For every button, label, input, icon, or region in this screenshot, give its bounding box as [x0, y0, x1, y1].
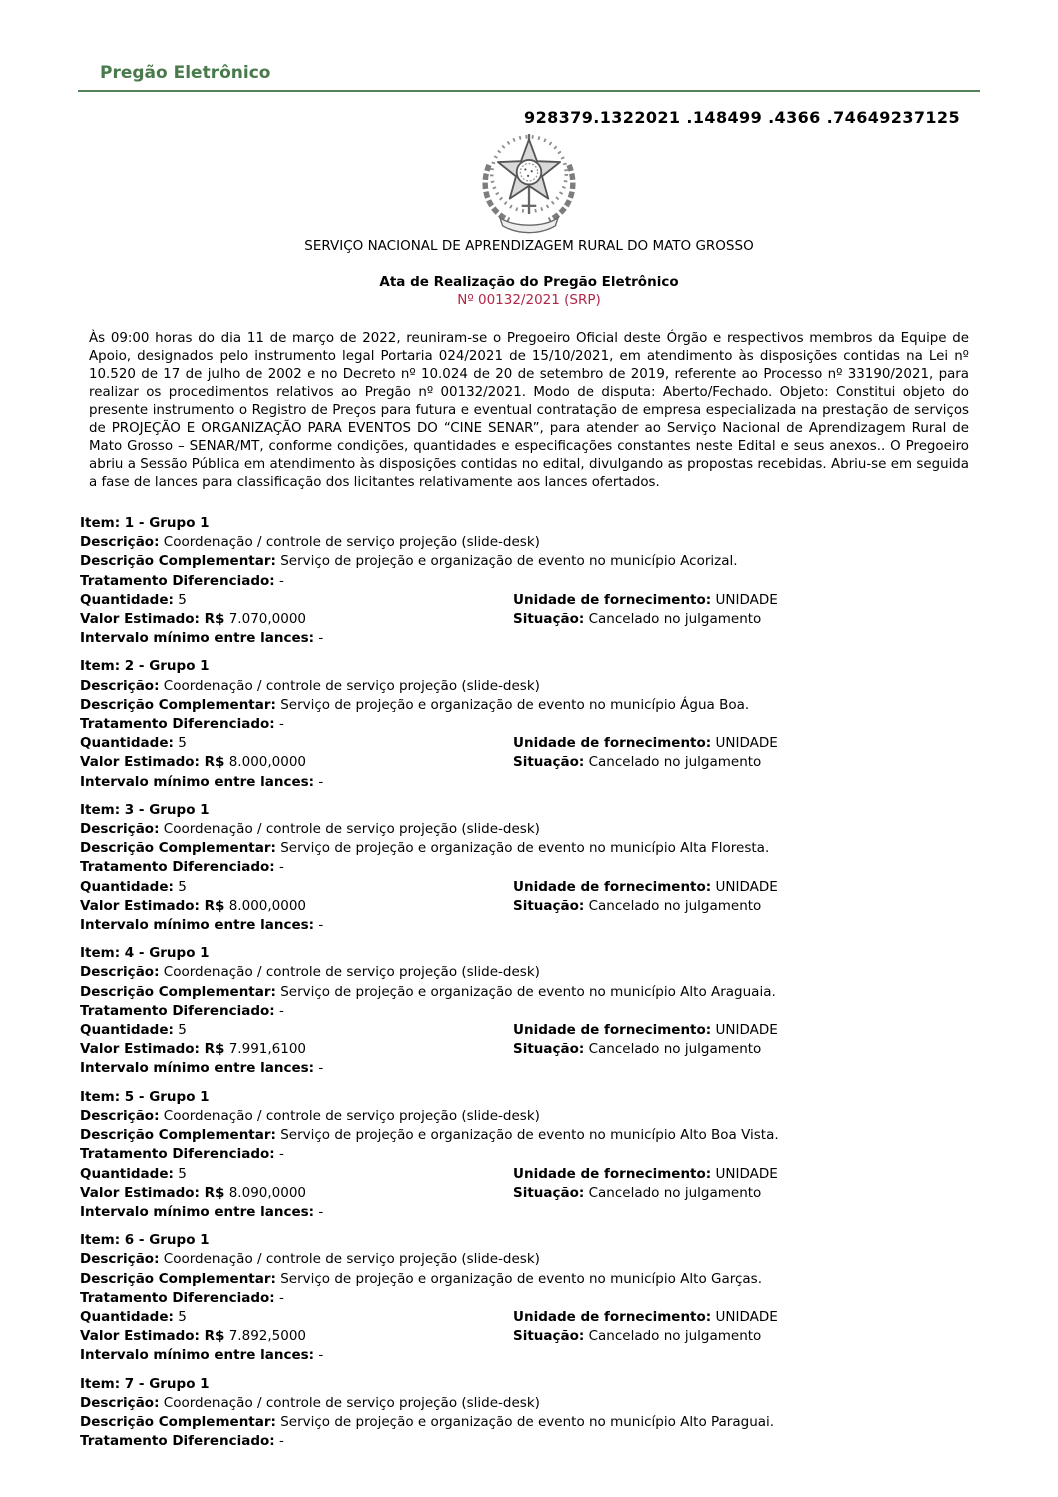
field-label: Situação: — [513, 1041, 585, 1058]
field-label: Quantidade: — [80, 878, 174, 895]
item-unidade — [513, 734, 960, 753]
field-value: Cancelado no julgamento — [588, 611, 762, 628]
field-value: UNIDADE — [715, 735, 778, 752]
field-value: - — [318, 630, 324, 647]
field-label: Descrição Complementar: — [80, 983, 276, 1000]
item-descricao-complementar — [80, 696, 960, 715]
item-title: Item: 4 - Grupo 1 — [80, 945, 210, 962]
item-block — [80, 1088, 960, 1222]
field-label: Descrição Complementar: — [80, 840, 276, 857]
field-label: Situação: — [513, 1328, 585, 1345]
field-label: Intervalo mínimo entre lances: — [80, 1347, 315, 1364]
field-label: Valor Estimado: R$ — [80, 754, 225, 771]
field-value: - — [318, 773, 324, 790]
field-value: 5 — [178, 1022, 187, 1039]
field-value: 7.892,5000 — [228, 1328, 307, 1345]
item-row-quantidade-unidade — [80, 591, 960, 610]
intro-paragraph: Às 09:00 horas do dia 11 de março de 2022, reuniram-se o Pregoeiro Oficial deste Órgão e respectivos membros da Equipe de Apoio, designados pelo instrumento legal Portaria 024/2021 de 15/10/2021, em atendimento às disposições contidas na Lei nº 10.520 de 17 de julho de 2002 e no Decreto nº 10.024 de 20 de setembro de 2019, referente ao Processo nº 33190/2021, para realizar os procedimentos relativos ao Pregão nº 00132/2021. Modo de disputa: Aberto/Fechado. Objeto: Constitui objeto do presente instrumento o Registro de Preços para futura e eventual contratação de empresa especializada na prestação de serviços de PROJEÇÃO E ORGANIZAÇÃO PARA EVENTOS DO “CINE SENAR”, para atender ao Serviço Nacional de Aprendizagem Rural de Mato Grosso – SENAR/MT, conforme condições, quantidades e especificações constantes neste Edital e seus anexos.. O Pregoeiro abriu a Sessão Pública em atendimento às disposições contidas no edital, divulgando as propostas recebidas. Abriu-se em seguida a fase de lances para classificação dos licitantes relativamente aos lances ofertados. — [89, 331, 969, 490]
item-valor — [80, 1040, 513, 1059]
field-label: Tratamento Diferenciado: — [80, 1146, 275, 1163]
field-label: Quantidade: — [80, 591, 174, 608]
item-row-valor-situacao — [80, 610, 960, 629]
field-value: 5 — [178, 1308, 187, 1325]
field-label: Descrição Complementar: — [80, 1270, 276, 1287]
field-label: Descrição: — [80, 1251, 160, 1268]
field-label: Tratamento Diferenciado: — [80, 1289, 275, 1306]
item-tratamento — [80, 715, 960, 734]
item-intervalo — [80, 1059, 960, 1078]
item-title: Item: 3 - Grupo 1 — [80, 801, 210, 818]
item-situacao — [513, 1040, 960, 1059]
field-label: Intervalo mínimo entre lances: — [80, 630, 315, 647]
field-label: Intervalo mínimo entre lances: — [80, 773, 315, 790]
item-situacao — [513, 1184, 960, 1203]
field-value: - — [278, 859, 284, 876]
field-value: - — [318, 1203, 324, 1220]
item-situacao — [513, 1327, 960, 1346]
item-row-quantidade-unidade — [80, 734, 960, 753]
field-label: Quantidade: — [80, 1165, 174, 1182]
field-label: Tratamento Diferenciado: — [80, 1433, 275, 1450]
field-label: Quantidade: — [80, 735, 174, 752]
item-descricao — [80, 820, 960, 839]
field-value: Serviço de projeção e organização de evento no município Alto Garças. — [280, 1270, 762, 1287]
field-value: Serviço de projeção e organização de evento no município Acorizal. — [280, 553, 738, 570]
field-value: - — [318, 917, 324, 934]
field-value: - — [278, 1289, 284, 1306]
field-label: Descrição Complementar: — [80, 1413, 276, 1430]
item-descricao-complementar — [80, 983, 960, 1002]
item-descricao — [80, 1107, 960, 1126]
item-quantidade — [80, 1308, 513, 1327]
field-value: Coordenação / controle de serviço projeção (slide-desk) — [163, 1251, 540, 1268]
field-value: Coordenação / controle de serviço projeção (slide-desk) — [163, 1394, 540, 1411]
field-value: 8.000,0000 — [228, 897, 307, 914]
field-label: Quantidade: — [80, 1308, 174, 1325]
field-label: Unidade de fornecimento: — [513, 1165, 712, 1182]
field-value: Serviço de projeção e organização de evento no município Água Boa. — [280, 696, 750, 713]
item-descricao — [80, 533, 960, 552]
item-title: Item: 6 - Grupo 1 — [80, 1232, 210, 1249]
item-row-valor-situacao — [80, 897, 960, 916]
field-label: Intervalo mínimo entre lances: — [80, 917, 315, 934]
field-value: UNIDADE — [715, 1308, 778, 1325]
field-value: - — [278, 1433, 284, 1450]
field-value: 5 — [178, 735, 187, 752]
field-label: Descrição: — [80, 821, 160, 838]
field-value: Serviço de projeção e organização de evento no município Alto Paraguai. — [280, 1413, 775, 1430]
field-label: Unidade de fornecimento: — [513, 735, 712, 752]
item-descricao — [80, 963, 960, 982]
field-label: Tratamento Diferenciado: — [80, 1002, 275, 1019]
field-label: Descrição Complementar: — [80, 696, 276, 713]
field-value: Serviço de projeção e organização de evento no município Alto Boa Vista. — [280, 1127, 779, 1144]
item-descricao-complementar — [80, 1126, 960, 1145]
field-value: UNIDADE — [715, 1165, 778, 1182]
field-label: Situação: — [513, 754, 585, 771]
field-label: Intervalo mínimo entre lances: — [80, 1060, 315, 1077]
field-label: Situação: — [513, 897, 585, 914]
organization-name: SERVIÇO NACIONAL DE APRENDIZAGEM RURAL DO MATO GROSSO — [304, 238, 754, 254]
field-label: Descrição: — [80, 677, 160, 694]
item-descricao-complementar — [80, 1270, 960, 1289]
item-quantidade — [80, 1165, 513, 1184]
field-value: - — [278, 572, 284, 589]
field-label: Valor Estimado: R$ — [80, 1328, 225, 1345]
field-value: Coordenação / controle de serviço projeção (slide-desk) — [163, 677, 540, 694]
item-quantidade — [80, 591, 513, 610]
field-value: - — [318, 1347, 324, 1364]
field-label: Situação: — [513, 1184, 585, 1201]
item-unidade — [513, 1165, 960, 1184]
page-title: Pregão Eletrônico — [100, 63, 271, 83]
field-label: Quantidade: — [80, 1022, 174, 1039]
item-row-quantidade-unidade — [80, 1308, 960, 1327]
field-value: 5 — [178, 878, 187, 895]
item-row-valor-situacao — [80, 1184, 960, 1203]
item-descricao-complementar — [80, 552, 960, 571]
field-label: Tratamento Diferenciado: — [80, 572, 275, 589]
field-value: Serviço de projeção e organização de evento no município Alta Floresta. — [280, 840, 770, 857]
field-value: Cancelado no julgamento — [588, 897, 762, 914]
items-list — [80, 514, 960, 1451]
field-value: - — [278, 1002, 284, 1019]
field-value: Cancelado no julgamento — [588, 1041, 762, 1058]
item-row-quantidade-unidade — [80, 1021, 960, 1040]
item-descricao-complementar — [80, 839, 960, 858]
field-value: Cancelado no julgamento — [588, 754, 762, 771]
item-unidade — [513, 591, 960, 610]
field-value: Coordenação / controle de serviço projeção (slide-desk) — [163, 1107, 540, 1124]
item-tratamento — [80, 1289, 960, 1308]
item-unidade — [513, 878, 960, 897]
item-intervalo — [80, 1346, 960, 1365]
item-descricao — [80, 677, 960, 696]
item-quantidade — [80, 878, 513, 897]
item-unidade — [513, 1021, 960, 1040]
field-value: 5 — [178, 1165, 187, 1182]
field-value: 5 — [178, 591, 187, 608]
item-intervalo — [80, 1203, 960, 1222]
item-valor — [80, 897, 513, 916]
field-value: 7.070,0000 — [228, 611, 307, 628]
field-label: Descrição: — [80, 1394, 160, 1411]
field-value: UNIDADE — [715, 591, 778, 608]
field-value: Coordenação / controle de serviço projeção (slide-desk) — [163, 964, 540, 981]
item-intervalo — [80, 629, 960, 648]
item-block — [80, 1375, 960, 1452]
field-value: Coordenação / controle de serviço projeção (slide-desk) — [163, 821, 540, 838]
field-label: Tratamento Diferenciado: — [80, 716, 275, 733]
field-label: Descrição: — [80, 964, 160, 981]
item-unidade — [513, 1308, 960, 1327]
item-row-valor-situacao — [80, 1327, 960, 1346]
field-label: Valor Estimado: R$ — [80, 897, 225, 914]
field-label: Unidade de fornecimento: — [513, 1308, 712, 1325]
field-value: UNIDADE — [715, 878, 778, 895]
field-label: Valor Estimado: R$ — [80, 611, 225, 628]
item-descricao — [80, 1394, 960, 1413]
item-descricao — [80, 1250, 960, 1269]
item-tratamento — [80, 1432, 960, 1451]
item-block — [80, 657, 960, 791]
item-row-valor-situacao — [80, 753, 960, 772]
item-situacao — [513, 753, 960, 772]
field-value: 7.991,6100 — [228, 1041, 307, 1058]
item-title: Item: 5 - Grupo 1 — [80, 1088, 210, 1105]
field-value: - — [318, 1060, 324, 1077]
field-label: Descrição: — [80, 534, 160, 551]
document-code: 928379.1322021 .148499 .4366 .74649237125 — [524, 108, 960, 127]
item-title: Item: 7 - Grupo 1 — [80, 1375, 210, 1392]
field-value: 8.000,0000 — [228, 754, 307, 771]
field-label: Situação: — [513, 611, 585, 628]
item-descricao-complementar — [80, 1413, 960, 1432]
field-label: Unidade de fornecimento: — [513, 1022, 712, 1039]
document-title: Ata de Realização do Pregão Eletrônico — [379, 274, 679, 290]
item-tratamento — [80, 572, 960, 591]
field-value: Cancelado no julgamento — [588, 1184, 762, 1201]
field-label: Intervalo mínimo entre lances: — [80, 1203, 315, 1220]
field-label: Descrição Complementar: — [80, 553, 276, 570]
brazil-coat-of-arms-icon — [474, 134, 584, 234]
field-value: - — [278, 716, 284, 733]
item-block — [80, 1231, 960, 1365]
field-label: Valor Estimado: R$ — [80, 1184, 225, 1201]
item-block — [80, 514, 960, 648]
field-value: Coordenação / controle de serviço projeção (slide-desk) — [163, 534, 540, 551]
item-row-quantidade-unidade — [80, 878, 960, 897]
item-situacao — [513, 610, 960, 629]
item-tratamento — [80, 858, 960, 877]
item-row-quantidade-unidade — [80, 1165, 960, 1184]
field-label: Descrição Complementar: — [80, 1127, 276, 1144]
field-label: Descrição: — [80, 1107, 160, 1124]
field-value: 8.090,0000 — [228, 1184, 307, 1201]
field-label: Tratamento Diferenciado: — [80, 859, 275, 876]
item-quantidade — [80, 1021, 513, 1040]
item-block — [80, 944, 960, 1078]
field-value: Serviço de projeção e organização de evento no município Alto Araguaia. — [280, 983, 776, 1000]
field-label: Valor Estimado: R$ — [80, 1041, 225, 1058]
field-value: UNIDADE — [715, 1022, 778, 1039]
item-situacao — [513, 897, 960, 916]
item-block — [80, 801, 960, 935]
document-number: Nº 00132/2021 (SRP) — [457, 292, 601, 308]
field-value: Cancelado no julgamento — [588, 1328, 762, 1345]
field-label: Unidade de fornecimento: — [513, 591, 712, 608]
item-valor — [80, 1184, 513, 1203]
field-label: Unidade de fornecimento: — [513, 878, 712, 895]
field-value: - — [278, 1146, 284, 1163]
item-valor — [80, 1327, 513, 1346]
item-valor — [80, 610, 513, 629]
item-valor — [80, 753, 513, 772]
item-title: Item: 2 - Grupo 1 — [80, 658, 210, 675]
item-tratamento — [80, 1145, 960, 1164]
item-title: Item: 1 - Grupo 1 — [80, 515, 210, 531]
header-divider — [78, 90, 980, 92]
item-intervalo — [80, 916, 960, 935]
item-quantidade — [80, 734, 513, 753]
item-intervalo — [80, 773, 960, 792]
item-tratamento — [80, 1002, 960, 1021]
item-row-valor-situacao — [80, 1040, 960, 1059]
